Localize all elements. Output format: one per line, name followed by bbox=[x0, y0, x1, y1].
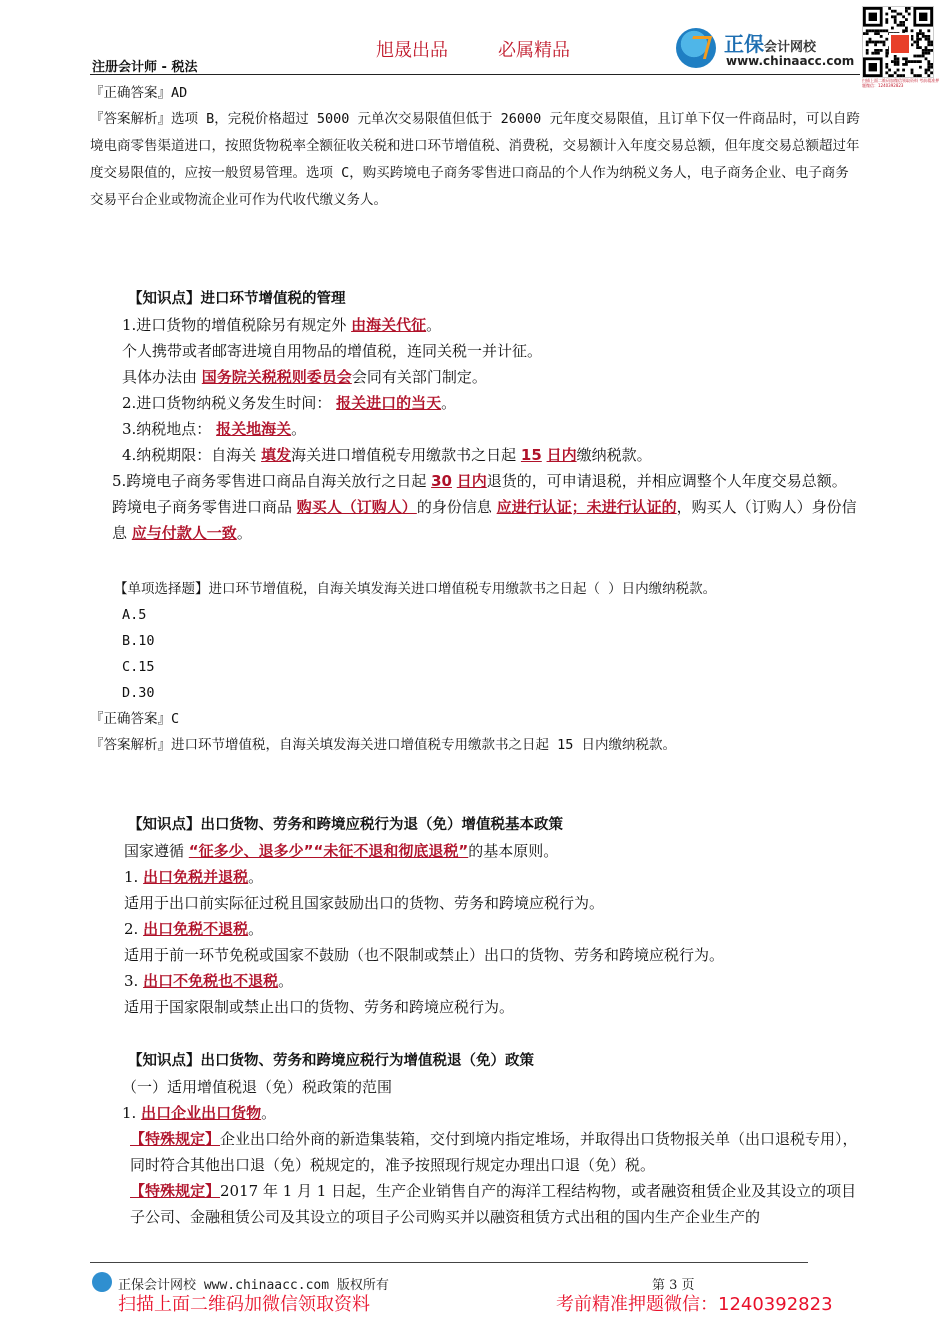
question-stem: 【单项选择题】进口环节增值税，自海关填发海关进口增值税专用缴款书之日起（ ）日内缴纳税款。 bbox=[114, 581, 717, 597]
text: 。 bbox=[291, 420, 307, 438]
qr-module bbox=[885, 13, 888, 16]
qr-module bbox=[911, 29, 914, 32]
qr-module bbox=[897, 69, 900, 72]
footer-copyright: 正保会计网校 www.chinaacc.com 版权所有 bbox=[118, 1278, 389, 1293]
qr-module bbox=[905, 29, 908, 32]
text: 2.进口货物纳税义务发生时间： bbox=[122, 394, 332, 412]
qr-module bbox=[894, 18, 897, 21]
qr-module bbox=[925, 69, 928, 72]
qr-module bbox=[869, 29, 872, 32]
qr-module bbox=[905, 27, 908, 30]
item-number: 1. bbox=[124, 868, 139, 886]
qr-module bbox=[888, 69, 891, 72]
qr-module bbox=[927, 66, 930, 69]
qr-module bbox=[880, 35, 883, 38]
highlight: 报关进口的当天 bbox=[336, 394, 442, 412]
item-number: 3. bbox=[124, 972, 139, 990]
qr-module bbox=[885, 18, 888, 21]
qr-module bbox=[916, 35, 919, 38]
qr-module bbox=[880, 41, 883, 44]
qr-module bbox=[869, 38, 872, 41]
text: 。 bbox=[441, 394, 457, 412]
qr-module bbox=[911, 71, 914, 74]
qr-module bbox=[877, 32, 880, 35]
qr-module bbox=[883, 29, 886, 32]
qr-module bbox=[894, 57, 897, 60]
qr-module bbox=[930, 66, 933, 69]
qr-module bbox=[908, 60, 911, 63]
qr-module bbox=[927, 35, 930, 38]
qr-module bbox=[874, 41, 877, 44]
qr-module bbox=[916, 32, 919, 35]
qr-module bbox=[894, 15, 897, 18]
qr-module bbox=[930, 49, 933, 52]
qr-module bbox=[925, 71, 928, 74]
prev-answer-key: 『正确答案』AD bbox=[90, 85, 188, 101]
qr-module bbox=[905, 63, 908, 66]
qr-module bbox=[908, 7, 911, 10]
option-b[interactable]: B.10 bbox=[122, 633, 155, 649]
text: 的身份信息 bbox=[416, 498, 492, 516]
text: 3.纳税地点： bbox=[122, 420, 212, 438]
qr-finder bbox=[869, 13, 877, 21]
footer-divider bbox=[90, 1262, 808, 1263]
qr-module bbox=[911, 69, 914, 72]
qr-module bbox=[911, 60, 914, 63]
qr-finder bbox=[869, 63, 877, 71]
qr-module bbox=[925, 52, 928, 55]
brand-logo bbox=[676, 28, 856, 72]
text: 。 bbox=[278, 972, 294, 990]
qr-module bbox=[902, 57, 905, 60]
qr-module bbox=[869, 41, 872, 44]
qr-module bbox=[885, 52, 888, 55]
qr-module bbox=[905, 10, 908, 13]
single-choice-question bbox=[90, 576, 862, 758]
qr-module bbox=[919, 74, 922, 77]
qr-module bbox=[919, 46, 922, 49]
qr-module bbox=[885, 21, 888, 24]
special-rule-label: 【特殊规定】 bbox=[130, 1182, 221, 1200]
qr-module bbox=[913, 74, 916, 77]
highlight: 报关地海关 bbox=[216, 420, 292, 438]
text: 。 bbox=[248, 868, 264, 886]
qr-module bbox=[885, 38, 888, 41]
qr-module bbox=[880, 49, 883, 52]
text: 个人携带或者邮寄进境自用物品的增值税，连同关税一并计征。 bbox=[122, 342, 543, 360]
item-number: 1. bbox=[122, 1104, 137, 1122]
qr-module bbox=[913, 55, 916, 58]
qr-module bbox=[927, 38, 930, 41]
text: 4.纳税期限：自海关 bbox=[122, 446, 257, 464]
qr-module bbox=[927, 52, 930, 55]
qr-module bbox=[922, 49, 925, 52]
qr-module bbox=[891, 27, 894, 30]
qr-module bbox=[927, 74, 930, 77]
qr-module bbox=[927, 41, 930, 44]
qr-module bbox=[899, 13, 902, 16]
text: 企业出口给外商的新造集装箱，交付到境内指定堆场，并取得出口货物报关单（出口退税专用），同时符合其他出口退（免）税规定的，准予按照现行规定办理出口退（免）税。 bbox=[130, 1130, 858, 1174]
highlight: 30 bbox=[431, 472, 452, 490]
qr-module bbox=[922, 55, 925, 58]
text: 缴纳税款。 bbox=[576, 446, 652, 464]
qr-module bbox=[899, 24, 902, 27]
highlight: 15 bbox=[520, 446, 542, 464]
qr-module bbox=[919, 66, 922, 69]
text: 适用于国家限制或禁止出口的货物、劳务和跨境应税行为。 bbox=[124, 998, 515, 1016]
course-title: 注册会计师 - 税法 bbox=[92, 60, 198, 75]
highlight: 出口免税不退税 bbox=[143, 920, 249, 938]
qr-module bbox=[899, 21, 902, 24]
qr-module bbox=[925, 49, 928, 52]
qr-module bbox=[866, 41, 869, 44]
qr-note: 扫描上面二维码加微信领取资料 考前精准押题微信：1240392823 bbox=[862, 78, 940, 88]
text: 适用于前一环节免税或国家不鼓励（也不限制或禁止）出口的货物、劳务和跨境应税行为。 bbox=[124, 946, 725, 964]
qr-module bbox=[930, 43, 933, 46]
qr-module bbox=[897, 63, 900, 66]
text: 海关进口增值税专用缴款书之日起 bbox=[291, 446, 517, 464]
qr-module bbox=[919, 32, 922, 35]
qr-module bbox=[908, 13, 911, 16]
qr-module bbox=[866, 43, 869, 46]
highlight: 应进行认证；未进行认证的 bbox=[496, 498, 677, 516]
qr-module bbox=[897, 60, 900, 63]
qr-module bbox=[897, 57, 900, 60]
qr-module bbox=[927, 69, 930, 72]
qr-module bbox=[874, 29, 877, 32]
qr-module bbox=[891, 10, 894, 13]
qr-module bbox=[919, 29, 922, 32]
qr-module bbox=[899, 74, 902, 77]
qr-module bbox=[897, 13, 900, 16]
qr-module bbox=[922, 32, 925, 35]
logo-mark-icon bbox=[676, 28, 716, 68]
qr-module bbox=[922, 35, 925, 38]
qr-module bbox=[916, 74, 919, 77]
qr-module bbox=[922, 52, 925, 55]
qr-module bbox=[894, 60, 897, 63]
qr-module bbox=[885, 55, 888, 58]
highlight: 由海关代征 bbox=[351, 316, 427, 334]
qr-module bbox=[902, 29, 905, 32]
qr-module bbox=[919, 60, 922, 63]
qr-module bbox=[866, 29, 869, 32]
qr-module bbox=[919, 55, 922, 58]
qr-module bbox=[871, 41, 874, 44]
qr-module bbox=[925, 35, 928, 38]
prev-answer bbox=[90, 80, 862, 214]
text: 。 bbox=[248, 920, 264, 938]
text: 会同有关部门制定。 bbox=[351, 368, 487, 386]
text: 的基本原则。 bbox=[468, 842, 559, 860]
qr-code-icon[interactable] bbox=[862, 6, 934, 78]
highlight: 应与付款人一致 bbox=[131, 524, 237, 542]
qr-module bbox=[925, 38, 928, 41]
qr-module bbox=[883, 43, 886, 46]
text: 。 bbox=[261, 1104, 277, 1122]
text: ，购买人（订购人）身份信息 bbox=[112, 498, 857, 542]
logo-url: www.chinaacc.com bbox=[726, 54, 855, 68]
qr-module bbox=[891, 60, 894, 63]
qr-module bbox=[916, 41, 919, 44]
header-divider bbox=[90, 74, 860, 75]
section-title: 【知识点】出口货物、劳务和跨境应税行为退（免）增值税基本政策 bbox=[128, 817, 563, 833]
option-a[interactable]: A.5 bbox=[122, 607, 147, 623]
subsection-title: （一）适用增值税退（免）税政策的范围 bbox=[122, 1078, 393, 1096]
qr-module bbox=[888, 74, 891, 77]
option-d[interactable]: D.30 bbox=[122, 685, 155, 701]
qr-module bbox=[902, 15, 905, 18]
qr-module bbox=[897, 74, 900, 77]
qr-module bbox=[877, 49, 880, 52]
highlight: 购买人（订购人） bbox=[296, 498, 417, 516]
qr-module bbox=[927, 29, 930, 32]
qr-module bbox=[863, 32, 866, 35]
qr-module bbox=[925, 46, 928, 49]
qr-module bbox=[902, 21, 905, 24]
highlight: 出口企业出口货物 bbox=[141, 1104, 262, 1122]
qr-module bbox=[885, 66, 888, 69]
header-slogan-right: 必属精品 bbox=[498, 40, 570, 61]
qr-module bbox=[930, 41, 933, 44]
option-c[interactable]: C.15 bbox=[122, 659, 155, 675]
qr-module bbox=[885, 63, 888, 66]
qr-module bbox=[916, 38, 919, 41]
promo-right: 考前精准押题微信：1240392823 bbox=[556, 1294, 833, 1315]
qr-module bbox=[916, 46, 919, 49]
highlight: 日内 bbox=[546, 446, 577, 464]
footer-logo-icon bbox=[92, 1272, 112, 1292]
qr-module bbox=[866, 52, 869, 55]
qr-module bbox=[874, 43, 877, 46]
section-export-basic-policy bbox=[90, 812, 862, 1020]
highlight: 日内 bbox=[456, 472, 487, 490]
qr-finder bbox=[919, 13, 927, 21]
text: 跨境电子商务零售进口商品 bbox=[112, 498, 293, 516]
qr-module bbox=[885, 71, 888, 74]
qr-module bbox=[897, 24, 900, 27]
qr-module bbox=[911, 43, 914, 46]
qr-module bbox=[874, 52, 877, 55]
logo-name: 正保 bbox=[724, 32, 764, 56]
text: 具体办法由 bbox=[122, 368, 198, 386]
section-export-refund-policy bbox=[90, 1048, 862, 1230]
qr-module bbox=[913, 41, 916, 44]
qr-module bbox=[902, 74, 905, 77]
qr-module bbox=[916, 43, 919, 46]
qr-module bbox=[891, 74, 894, 77]
qr-module bbox=[871, 52, 874, 55]
text: 国家遵循 bbox=[124, 842, 185, 860]
highlight: 出口不免税也不退税 bbox=[143, 972, 279, 990]
qr-module bbox=[874, 49, 877, 52]
qr-module bbox=[930, 71, 933, 74]
text: 5.跨境电子商务零售进口商品自海关放行之日起 bbox=[112, 472, 427, 490]
qr-module bbox=[871, 29, 874, 32]
special-rule-label: 【特殊规定】 bbox=[130, 1130, 221, 1148]
section-title: 【知识点】进口环节增值税的管理 bbox=[128, 291, 346, 307]
logo-sub: 会计网校 bbox=[764, 40, 817, 55]
qr-module bbox=[894, 21, 897, 24]
qr-module bbox=[894, 71, 897, 74]
item-number: 2. bbox=[124, 920, 139, 938]
promo-left: 扫描上面二维码加微信领取资料 bbox=[118, 1294, 370, 1315]
qr-module bbox=[911, 35, 914, 38]
qr-module bbox=[894, 55, 897, 58]
qr-module bbox=[905, 60, 908, 63]
qr-module bbox=[916, 55, 919, 58]
qr-module bbox=[927, 63, 930, 66]
qr-module bbox=[866, 32, 869, 35]
text: 。 bbox=[426, 316, 442, 334]
header-slogan-left: 旭晟出品 bbox=[376, 40, 448, 61]
qr-module bbox=[894, 63, 897, 66]
qr-module bbox=[913, 60, 916, 63]
qr-module bbox=[925, 57, 928, 60]
highlight: 出口免税并退税 bbox=[143, 868, 249, 886]
qr-module bbox=[877, 41, 880, 44]
qr-module bbox=[927, 49, 930, 52]
answer-explain: 『答案解析』进口环节增值税，自海关填发海关进口增值税专用缴款书之日起 15 日内缴纳税款。 bbox=[90, 737, 677, 753]
qr-module bbox=[880, 29, 883, 32]
qr-module bbox=[930, 63, 933, 66]
section-import-vat bbox=[90, 286, 862, 546]
text: 2017 年 1 月 1 日起，生产企业销售自产的海洋工程结构物，或者融资租赁企业及其设立的项目子公司、金融租赁公司及其设立的项目子公司购买并以融资租赁方式出租的国内生产企业生产的 bbox=[130, 1182, 857, 1226]
qr-module bbox=[902, 24, 905, 27]
qr-module bbox=[885, 49, 888, 52]
qr-module bbox=[905, 57, 908, 60]
highlight: 国务院关税税则委员会 bbox=[201, 368, 352, 386]
qr-module bbox=[911, 38, 914, 41]
text: 。 bbox=[236, 524, 252, 542]
qr-module bbox=[888, 7, 891, 10]
qr-module bbox=[891, 15, 894, 18]
prev-answer-explain: 『答案解析』选项 B，完税价格超过 5000 元单次交易限值但低于 26000 元年度交易限值，且订单下仅一件商品时，可以自跨境电商零售渠道进口，按照货物税率全额征收关税和进口环节增值税、消费税，交易额计入年度交易总额，但年度交易总额超过年度交易限值的，应按一般贸易管理。选项 C，购买跨境电子商务零售进口商品的个人作为纳税义务人，电子商务企业、电子商务交易平台企业或物流企业可作为代收代缴义务人。 bbox=[90, 111, 860, 208]
qr-module bbox=[866, 49, 869, 52]
qr-module bbox=[883, 41, 886, 44]
qr-module bbox=[919, 38, 922, 41]
qr-center-badge-icon bbox=[889, 33, 911, 55]
qr-module bbox=[927, 43, 930, 46]
page-number: 第 3 页 bbox=[652, 1278, 695, 1293]
qr-module bbox=[885, 29, 888, 32]
text: 适用于出口前实际征过税且国家鼓励出口的货物、劳务和跨境应税行为。 bbox=[124, 894, 605, 912]
qr-module bbox=[877, 29, 880, 32]
qr-module bbox=[927, 60, 930, 63]
highlight: 填发 bbox=[261, 446, 292, 464]
qr-module bbox=[905, 18, 908, 21]
qr-module bbox=[905, 7, 908, 10]
qr-module bbox=[874, 32, 877, 35]
qr-module bbox=[877, 52, 880, 55]
section-title: 【知识点】出口货物、劳务和跨境应税行为增值税退（免）政策 bbox=[128, 1053, 534, 1069]
qr-module bbox=[902, 69, 905, 72]
qr-module bbox=[902, 63, 905, 66]
qr-module bbox=[916, 60, 919, 63]
qr-module bbox=[894, 10, 897, 13]
highlight: “征多少、退多少”“未征不退和彻底退税” bbox=[188, 842, 469, 860]
text: 1.进口货物的增值税除另有规定外 bbox=[122, 316, 347, 334]
text: 退货的，可申请退税，并相应调整个人年度交易总额。 bbox=[486, 472, 847, 490]
answer-key: 『正确答案』C bbox=[90, 711, 180, 727]
